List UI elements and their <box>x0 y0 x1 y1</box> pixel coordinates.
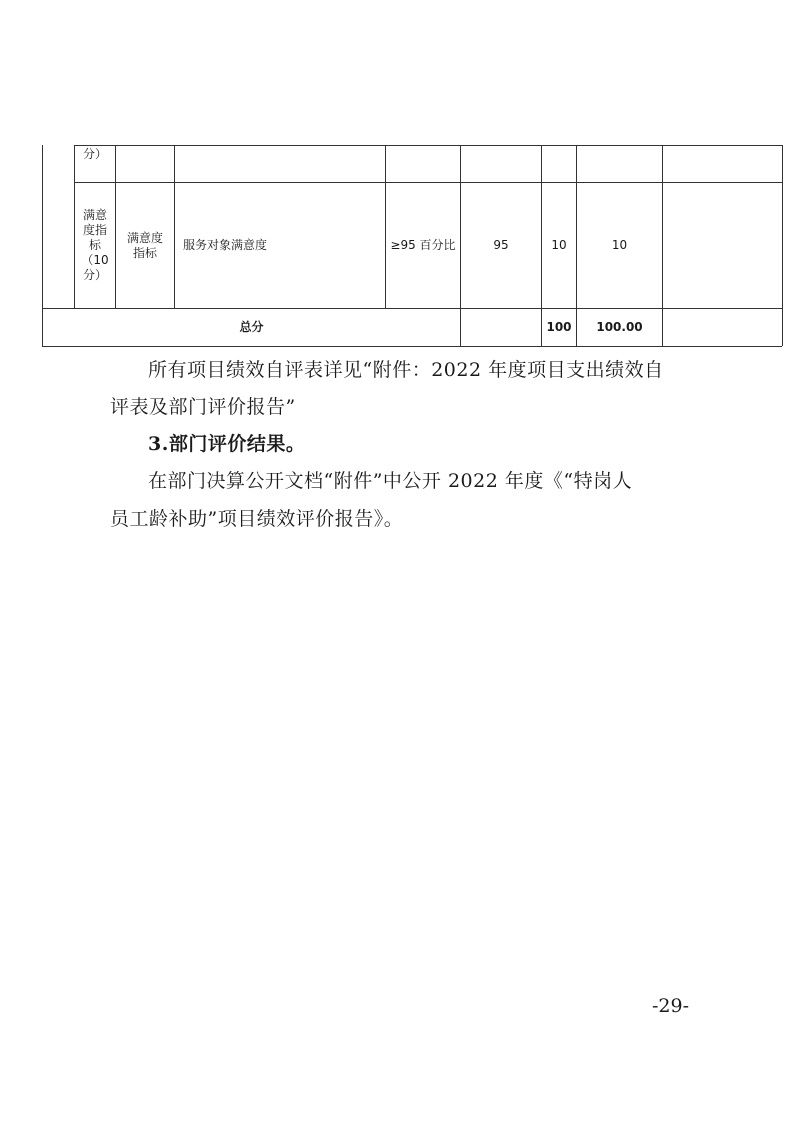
target-cell <box>386 183 460 308</box>
page-number: -29- <box>652 995 690 1017</box>
category-line: 分） <box>82 268 107 282</box>
total-weight-cell <box>542 309 576 346</box>
category-line: 满意 <box>82 208 107 222</box>
total-weight: 100 <box>546 320 572 334</box>
total-label: 总分 <box>239 320 264 334</box>
indicator-cell <box>183 183 383 308</box>
subcategory-cell <box>116 183 174 308</box>
paragraph-line: 评表及部门评价报告” <box>110 396 296 418</box>
table-border-top <box>74 145 782 146</box>
category-line: （10 <box>81 253 109 267</box>
paragraph-line: 员工龄补助”项目绩效评价报告》。 <box>110 508 404 530</box>
weight-cell <box>542 183 576 308</box>
category-line: 标 <box>88 238 101 252</box>
category-text: 分） <box>82 147 107 161</box>
category-cell <box>75 183 115 308</box>
section-heading: 3.部门评价结果。 <box>148 433 306 455</box>
col-divider <box>174 145 175 308</box>
category-text <box>81 208 108 283</box>
category-cell-tail <box>75 147 115 181</box>
total-label-cell <box>43 309 460 346</box>
actual-cell <box>461 183 541 308</box>
total-score-cell <box>577 309 662 346</box>
table-border-bottom <box>42 346 782 347</box>
subcategory-line: 满意度 <box>126 230 163 245</box>
indicator-text: 服务对象满意度 <box>183 238 268 252</box>
subcategory-line: 指标 <box>132 245 157 260</box>
score-text: 10 <box>611 238 628 252</box>
target-text: ≥95 百分比 <box>390 238 456 252</box>
category-line: 度指 <box>82 223 107 237</box>
total-score: 100.00 <box>596 320 643 334</box>
actual-text: 95 <box>493 238 509 252</box>
table-border-right <box>782 145 783 346</box>
score-cell <box>577 183 662 308</box>
paragraph-line: 在部门决算公开文档“附件”中公开 2022 年度《“特岗人 <box>148 470 633 492</box>
weight-text: 10 <box>551 238 567 252</box>
col-divider <box>662 145 663 346</box>
paragraph-line: 所有项目绩效自评表详见“附件：2022 年度项目支出绩效自 <box>148 359 664 381</box>
